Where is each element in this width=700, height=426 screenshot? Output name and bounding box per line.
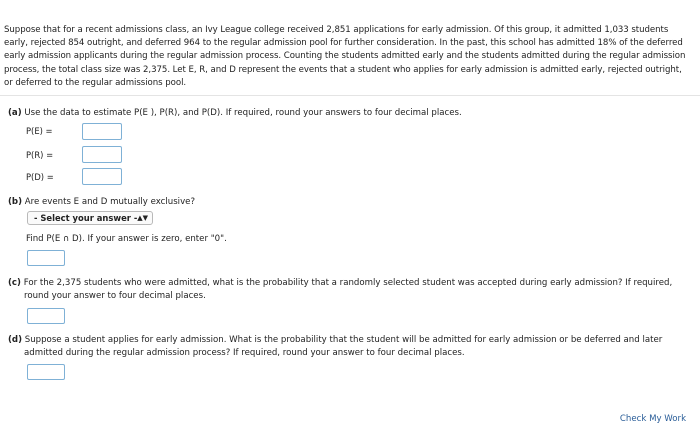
intersection-answer-input[interactable] [27,250,65,266]
pr-label: P(R) = [26,150,54,160]
part-c-letter: (c) [8,278,21,288]
part-b-letter: (b) [8,197,23,207]
part-c-answer-input[interactable] [27,308,65,324]
find-intersection-text: Find P(E ∩ D). If your answer is zero, enter "0". [26,234,227,244]
part-d-letter: (d) [8,335,23,345]
part-c-line2: round your answer to four decimal places. [24,291,206,301]
part-d-line2: admitted during the regular admission process? If required, round your answer to four decimal places. [24,348,465,358]
pe-label: P(E) = [26,126,53,136]
problem-intro: Suppose that for a recent admissions class, an Ivy League college received 2,851 applications for early admission. Of this group, it admitted 1,033 students early, rejected 854 outright, and deferred 964 to the regular admission pool for further consideration. In the past, this school has admitted 18% of the deferred early admission applicants during the regular admission process. Counting the students admitted early and the students admitted during the regular admission process, the total class size was 2,375. Let E, R, and D represent the events that a student who applies for early admission is admitted early, rejected outright, or deferred to the regular admissions pool. [4,25,686,88]
pd-label: P(D) = [26,172,54,182]
part-a-text: Use the data to estimate P(E ), P(R), and P(D). If required, round your answers to four decimal places. [24,108,462,118]
divider [0,95,700,96]
part-a-prompt [8,107,462,120]
select-arrows-icon: ▲▼ [137,214,148,222]
mutually-exclusive-select[interactable] [27,211,153,225]
pe-answer-input[interactable] [82,123,122,140]
part-c-line1: For the 2,375 students who were admitted, what is the probability that a randomly selected student was accepted during early admission? If required, [23,278,673,288]
part-b-text: Are events E and D mutually exclusive? [24,197,196,207]
part-a-letter: (a) [8,108,22,118]
pr-answer-input[interactable] [82,146,122,163]
part-d-answer-input[interactable] [27,364,65,380]
part-d-prompt [8,334,662,347]
check-my-work-button[interactable]: Check My Work [619,414,687,424]
part-b-prompt [8,196,195,209]
pd-answer-input[interactable] [82,168,122,185]
part-d-line1: Suppose a student applies for early admission. What is the probability that the student will be admitted for early admission or be deferred and later [24,335,663,345]
part-c-prompt [8,277,672,290]
select-value: - Select your answer - [34,213,138,223]
